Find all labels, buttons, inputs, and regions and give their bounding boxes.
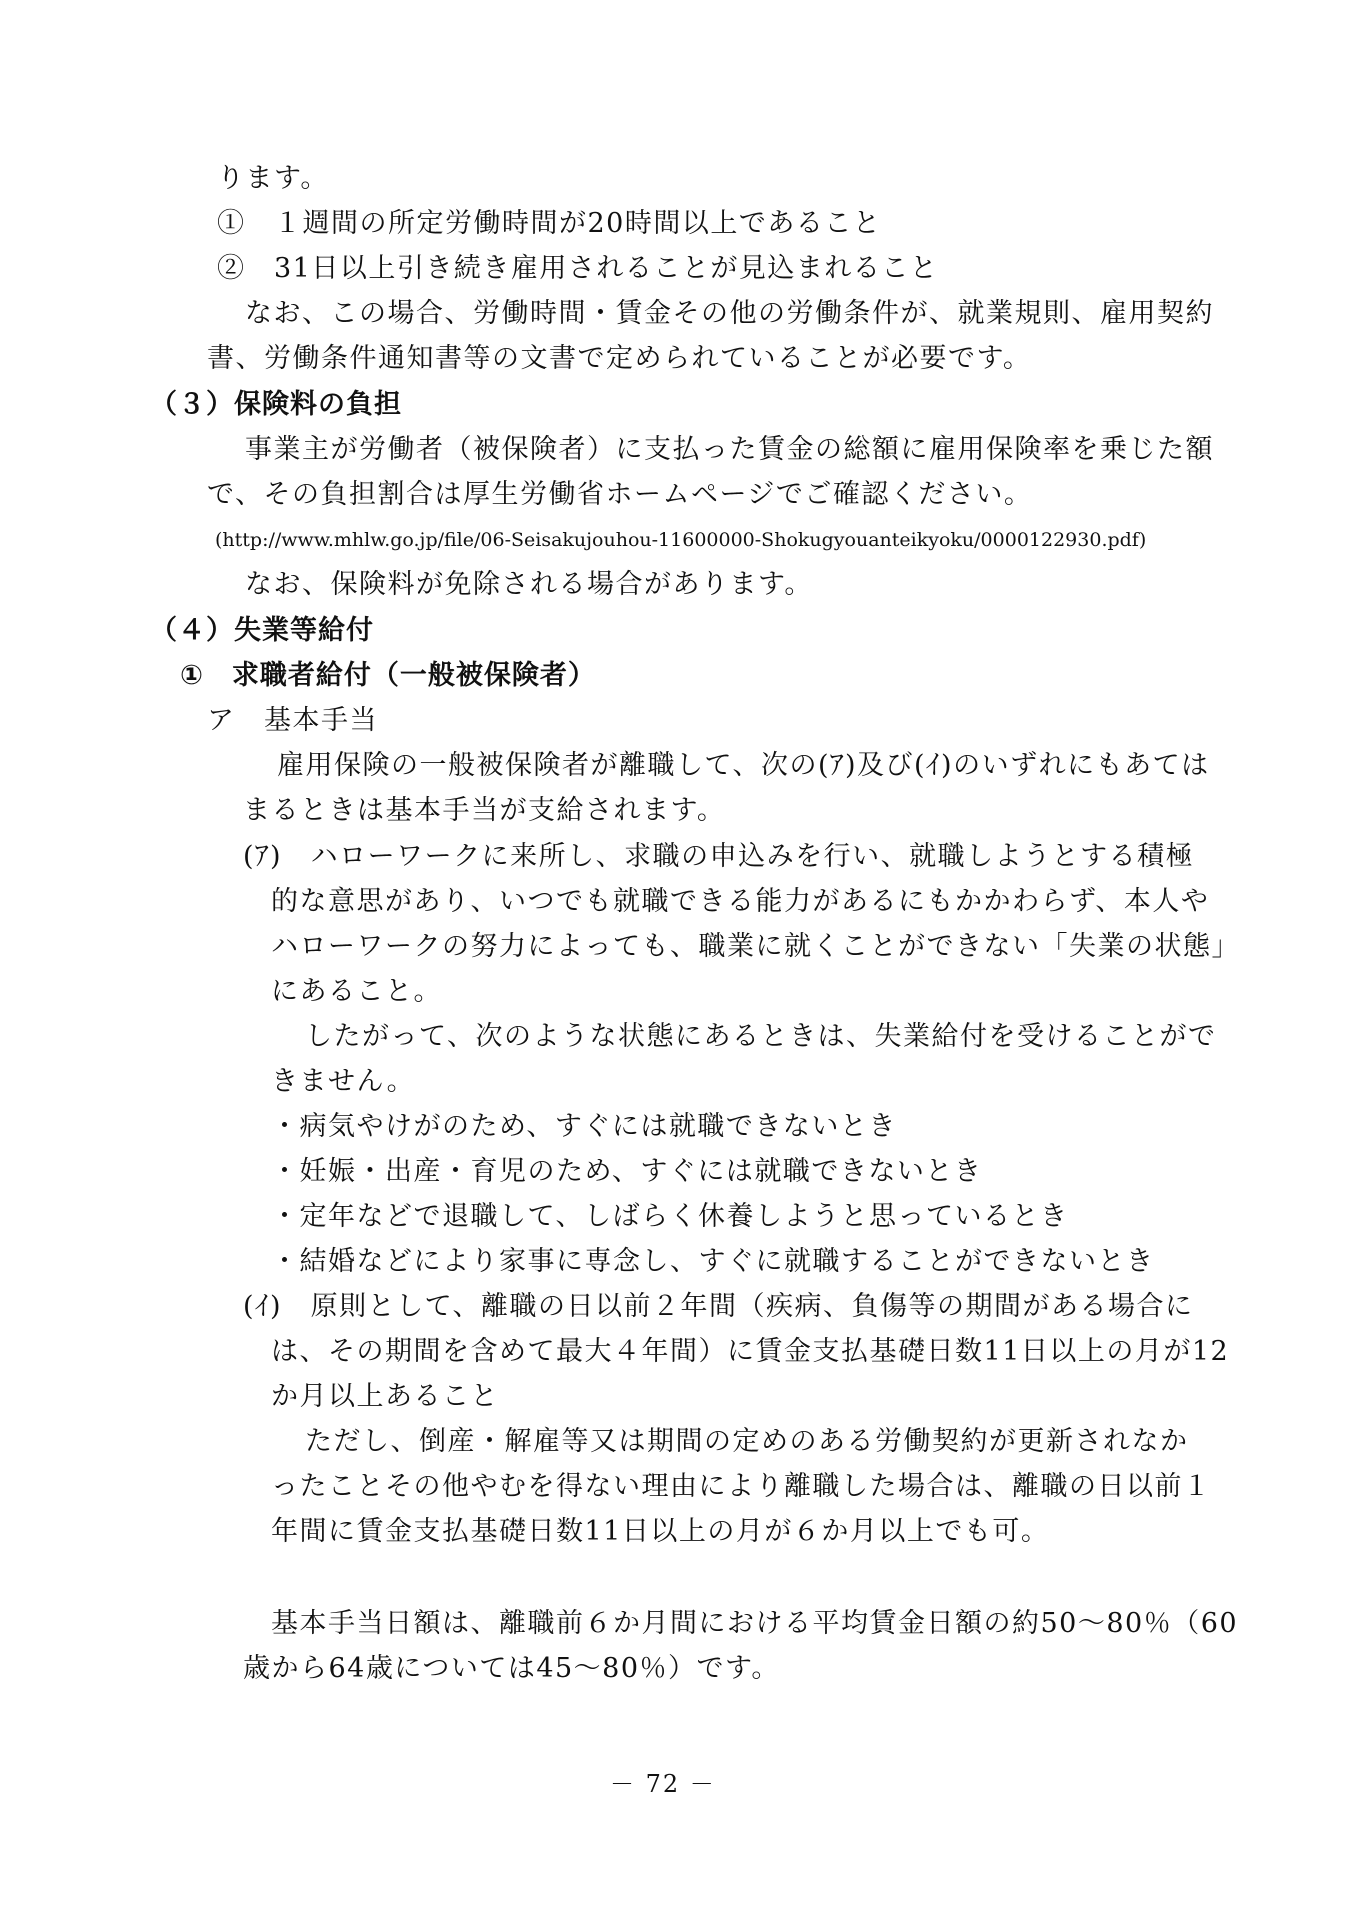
page-number: － 72 － (610, 1770, 716, 1798)
item-a-line-1: 雇用保険の一般被保険者が離職して、次の(ｱ)及び(ｲ)のいずれにもあては (277, 750, 1210, 781)
section-4-heading: （４）失業等給付 (150, 615, 374, 646)
condition-b-line-2: は、その期間を含めて最大４年間）に賃金支払基礎日数11日以上の月が12 (271, 1336, 1230, 1367)
daily-amount-line-2: 歳から64歳については45～80％）です。 (243, 1653, 780, 1684)
condition-a-line-5: したがって、次のような状態にあるときは、失業給付を受けることがで (305, 1021, 1217, 1052)
bullet-item-4: ・結婚などにより家事に専念し、すぐに就職することができないとき (271, 1246, 1155, 1277)
condition-a-line-4: にあること。 (271, 976, 442, 1007)
condition-b-line-5: ったことその他やむを得ない理由により離職した場合は、離職の日以前１ (271, 1471, 1212, 1502)
section-3-paragraph-2: で、その負担割合は厚生労働省ホームページでご確認ください。 (207, 479, 1033, 510)
condition-a-line-2: 的な意思があり、いつでも就職できる能力があるにもかかわらず、本人や (271, 886, 1210, 917)
intro-note-line-1: なお、この場合、労働時間・賃金その他の労働条件が、就業規則、雇用契約 (245, 298, 1214, 329)
intro-continuation: ります。 (217, 163, 329, 194)
requirement-2: ② 31日以上引き続き雇用されることが見込まれること (217, 253, 939, 284)
condition-b-line-3: か月以上あること (271, 1381, 499, 1412)
item-a-heading: ア 基本手当 (207, 705, 378, 736)
daily-amount-line-1: 基本手当日額は、離職前６か月間における平均賃金日額の約50～80％（60 (271, 1608, 1239, 1639)
section-3-url: (http://www.mhlw.go.jp/file/06-Seisakujouhou-11600000-Shokugyouanteikyoku/0000122930.pdf) (215, 529, 1147, 551)
condition-a-line-3: ハローワークの努力によっても、職業に就くことができない「失業の状態」 (271, 931, 1240, 962)
requirement-1: ① １週間の所定労働時間が20時間以上であること (217, 208, 882, 239)
section-3-paragraph-1: 事業主が労働者（被保険者）に支払った賃金の総額に雇用保険率を乗じた額 (245, 434, 1214, 465)
condition-a-line-6: きません。 (271, 1066, 416, 1097)
condition-b-line-1: (ｲ) 原則として、離職の日以前２年間（疾病、負傷等の期間がある場合に (243, 1291, 1194, 1322)
section-3-heading: （３）保険料の負担 (150, 389, 402, 420)
condition-b-line-6: 年間に賃金支払基礎日数11日以上の月が６か月以上でも可。 (271, 1516, 1050, 1547)
bullet-item-3: ・定年などで退職して、しばらく休養しようと思っているとき (271, 1201, 1069, 1232)
bullet-item-1: ・病気やけがのため、すぐには就職できないとき (271, 1111, 897, 1142)
subsection-1-heading: ① 求職者給付（一般被保険者） (180, 660, 596, 691)
item-a-line-2: まるときは基本手当が支給されます。 (243, 795, 726, 826)
section-3-paragraph-3: なお、保険料が免除される場合があります。 (245, 569, 813, 600)
condition-b-line-4: ただし、倒産・解雇等又は期間の定めのある労働契約が更新されなか (305, 1426, 1189, 1457)
bullet-item-2: ・妊娠・出産・育児のため、すぐには就職できないとき (271, 1156, 983, 1187)
intro-note-line-2: 書、労働条件通知書等の文書で定められていることが必要です。 (207, 343, 1032, 374)
condition-a-line-1: (ｱ) ハローワークに来所し、求職の申込みを行い、就職しようとする積極 (243, 841, 1195, 872)
